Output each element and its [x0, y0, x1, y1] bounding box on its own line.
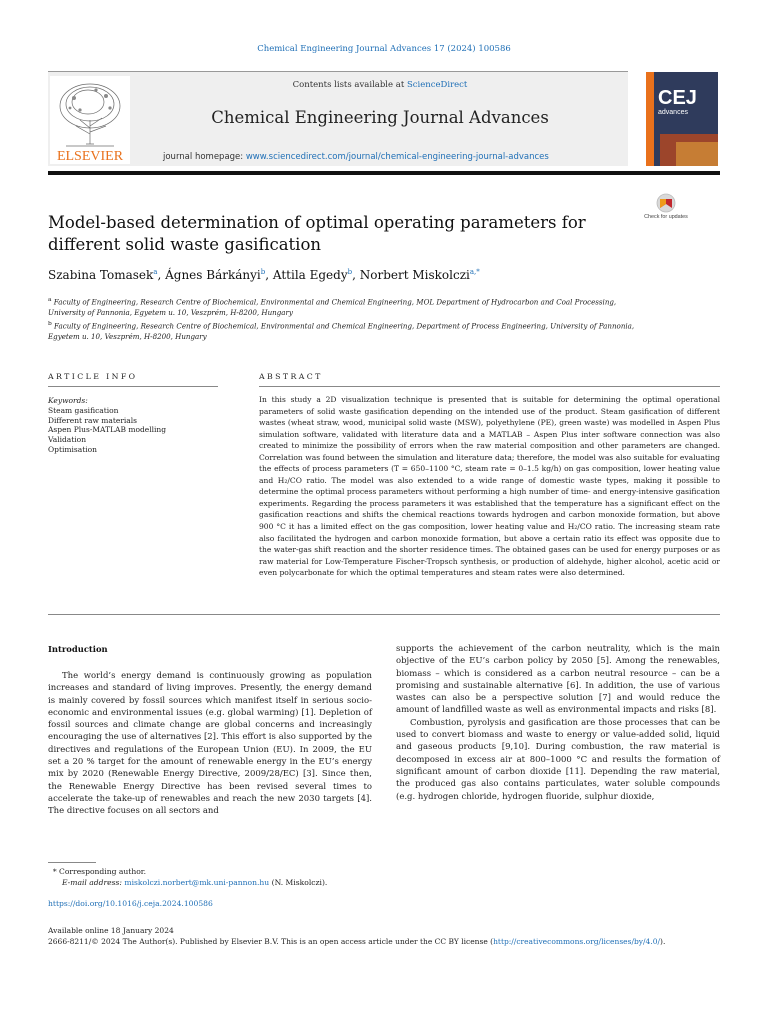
article-info-heading: ARTICLE INFO: [48, 372, 138, 381]
journal-reference-link[interactable]: Chemical Engineering Journal Advances 17 (2024) 100586: [257, 44, 511, 54]
author-affiliation-mark[interactable]: a,*: [469, 268, 480, 276]
author-name[interactable]: Szabina Tomasek: [48, 268, 154, 282]
affiliation-mark-b: b: [48, 321, 52, 327]
keyword-item: Aspen Plus-MATLAB modelling: [48, 425, 167, 435]
check-for-updates-badge[interactable]: [644, 192, 688, 232]
copyright-end: ).: [660, 937, 666, 946]
body-paragraph: supports the achievement of the carbon neutrality, which is the main objective of the EU’s carbon policy by 2050 [5]. Among the renewables, biomass – which is considered as a carbon neutral resource – can be a promising and sustainable alternative [6]. In addition, the use of various wastes can also be a perspective solution [7] and would reduce the amount of landfilled waste as well as environmental impacts and risks [8].: [396, 644, 720, 716]
header-bottom-rule: [48, 171, 720, 175]
email-line: [48, 877, 648, 888]
elsevier-tree-icon: [50, 76, 130, 164]
author-affiliation-mark[interactable]: a: [153, 268, 158, 276]
body-paragraph: Combustion, pyrolysis and gasification are those processes that can be used to convert biomass and waste to energy or value-added solid, liquid and gaseous products [9,10]. During combustion, the raw material is decomposed in excess air at 800–1000 °C and results the formation of significant amount of carbon dioxide [11]. Depending the raw material, the produced gas also contains particulates, water soluble compounds (e.g. hydrogen chloride, hydrogen fluoride, sulphur dioxide,: [396, 717, 720, 802]
crossmark-text: Check for updates: [644, 214, 688, 220]
keywords-box: [48, 396, 218, 455]
elsevier-wordmark: ELSEVIER: [56, 149, 124, 164]
homepage-label: journal homepage:: [163, 152, 246, 162]
email-link[interactable]: miskolczi.norbert@mk.uni-pannon.hu: [124, 878, 270, 887]
keyword-item: Steam gasification: [48, 405, 119, 415]
corresponding-author-line: * Corresponding author.: [48, 867, 146, 876]
author-affiliation-mark[interactable]: b: [260, 268, 266, 276]
affiliation-b: [48, 319, 638, 342]
journal-homepage-line: [163, 152, 633, 162]
abstract-rule: [259, 386, 720, 387]
journal-name: Chemical Engineering Journal Advances: [211, 108, 549, 127]
footnote-rule: [48, 862, 96, 863]
doi-link[interactable]: https://doi.org/10.1016/j.ceja.2024.100586: [48, 899, 213, 908]
email-label: E-mail address:: [62, 878, 122, 887]
copyright-text: 2666-8211/© 2024 The Author(s). Published by Elsevier B.V. This is an open access article under the CC BY license (: [48, 937, 494, 946]
keyword-item: Validation: [48, 435, 87, 445]
publication-info: [48, 925, 728, 947]
author-name[interactable]: Attila Egedy: [272, 268, 348, 282]
corresponding-author-footnote: [48, 866, 648, 888]
available-online: Available online 18 January 2024: [48, 926, 174, 935]
cover-logo-text: CEJ: [658, 87, 697, 109]
copyright-line: [48, 936, 728, 947]
sciencedirect-link[interactable]: ScienceDirect: [406, 80, 468, 90]
body-column-right: [396, 643, 720, 803]
article-info-rule: [48, 386, 218, 387]
abstract-bottom-rule: [48, 614, 720, 615]
cover-subtitle-text: advances: [658, 109, 688, 116]
crossmark-icon: [644, 192, 688, 232]
affiliation-mark-a: a: [48, 297, 52, 303]
affiliation-b-text: Faculty of Engineering, Research Centre of Biochemical, Environmental and Chemical Engineering, Department of Process Engineering, University of Pannonia, Egyetem u. 10, Veszprém, H-8200, Hungary: [48, 321, 635, 342]
contents-prefix: Contents lists available at: [292, 80, 407, 90]
introduction-heading: Introduction: [48, 644, 108, 654]
author-name[interactable]: Ágnes Bárkányi: [165, 268, 261, 282]
author-affiliation-mark[interactable]: b: [347, 268, 353, 276]
email-suffix: (N. Miskolczi).: [271, 878, 328, 887]
abstract-heading: ABSTRACT: [259, 372, 323, 381]
homepage-link[interactable]: www.sciencedirect.com/journal/chemical-engineering-journal-advances: [245, 152, 549, 162]
affiliation-a-text: Faculty of Engineering, Research Centre of Biochemical, Environmental and Chemical Engineering, MOL Department of Hydrocarbon and Coal Processing, University of Pannonia, Egyetem u. 10, Veszprém, H-8200, Hungary: [48, 297, 617, 318]
abstract-text: In this study a 2D visualization technique is presented that is suitable for determining the optimal operational parameters of solid waste gasification depending on the intended use of the product. Steam gasification of different wastes (wheat straw, wood, municipal solid waste (MSW), polyethylene (PE), green waste) was modelled in Aspen Plus simulation software, validated with literature data and a MATLAB – Aspen Plus inter software connection was also created to minimize the possibility of errors when the raw material composition and other parameters are changed. Correlation was found between the simulation and literature data; therefore, the model was also suitable for evaluating the effects of process parameters (T = 650–1100 °C, steam rate = 0–1.5 kg/h) on gas composition, lower heating value and H₂/CO ratio. The model was also extended to a wide range of domestic waste types, making it possible to determine the optimal process parameters without performing a high number of time- and energy-intensive gasification experiments. Regarding the process parameters it was established that the temperature has a significant effect on the gasification reactions and shifts the chemical reactions towards hydrogen and carbon monoxide formation, but above 900 °C it has a limited effect on the gas composition, lower heating value and H₂/CO ratio. The increasing steam rate also facilitated the hydrogen and carbon monoxide formation, but above a certain ratio its effect was opposite due to the water-gas shift reaction and the shorter residence times. The obtained gases can be used for energy purposes or as raw material for Low-Temperature Fischer-Tropsch synthesis, or production of aldehyde, higher alcohol, acetic acid or even polycarbonate for which the optimal temperatures and steam rates were also determined.: [259, 395, 720, 578]
author-list: Szabina Tomasek$^a$, Ágnes Bárkányi$^b$, Attila Egedy$^b$, Norbert Miskolczi$^{a,*}$: [48, 268, 480, 282]
corresponding-author-text: Corresponding author.: [59, 867, 146, 876]
keyword-item: Optimisation: [48, 444, 97, 454]
body-paragraph: The world’s energy demand is continuously growing as population increases and standard of living improves. Presently, the energy demand is mainly covered by fossil sources which manifest itself in serious socio-economic and environmental issues (e.g. global warming) [1]. Depletion of fossil sources and climate change are global concerns and increasingly encouraging the use of alternatives [2]. This effort is also supported by the directives and regulations of the European Union (EU). In 2009, the EU set a 20 % target for the amount of renewable energy in the EU’s energy mix by 2020 (Renewable Energy Directive, 2009/28/EC) [3]. Since then, the Renewable Energy Directive has been revised several times to accelerate the take-up of renewables and reach the new 2030 targets [4]. The directive focuses on all sectors and: [48, 671, 372, 817]
elsevier-logo[interactable]: [50, 76, 130, 164]
license-link[interactable]: http://creativecommons.org/licenses/by/4.0/: [493, 937, 661, 946]
body-column-left: [48, 670, 372, 818]
article-title: Model-based determination of optimal operating parameters for different solid waste gasification: [48, 213, 586, 254]
journal-cover-image: [646, 72, 718, 166]
keywords-label: Keywords:: [48, 396, 88, 405]
keyword-item: Different raw materials: [48, 415, 138, 425]
journal-cover-thumbnail[interactable]: [646, 72, 718, 166]
affiliation-a: [48, 295, 638, 318]
contents-available-line: [170, 80, 590, 90]
author-name[interactable]: Norbert Miskolczi: [359, 268, 470, 282]
